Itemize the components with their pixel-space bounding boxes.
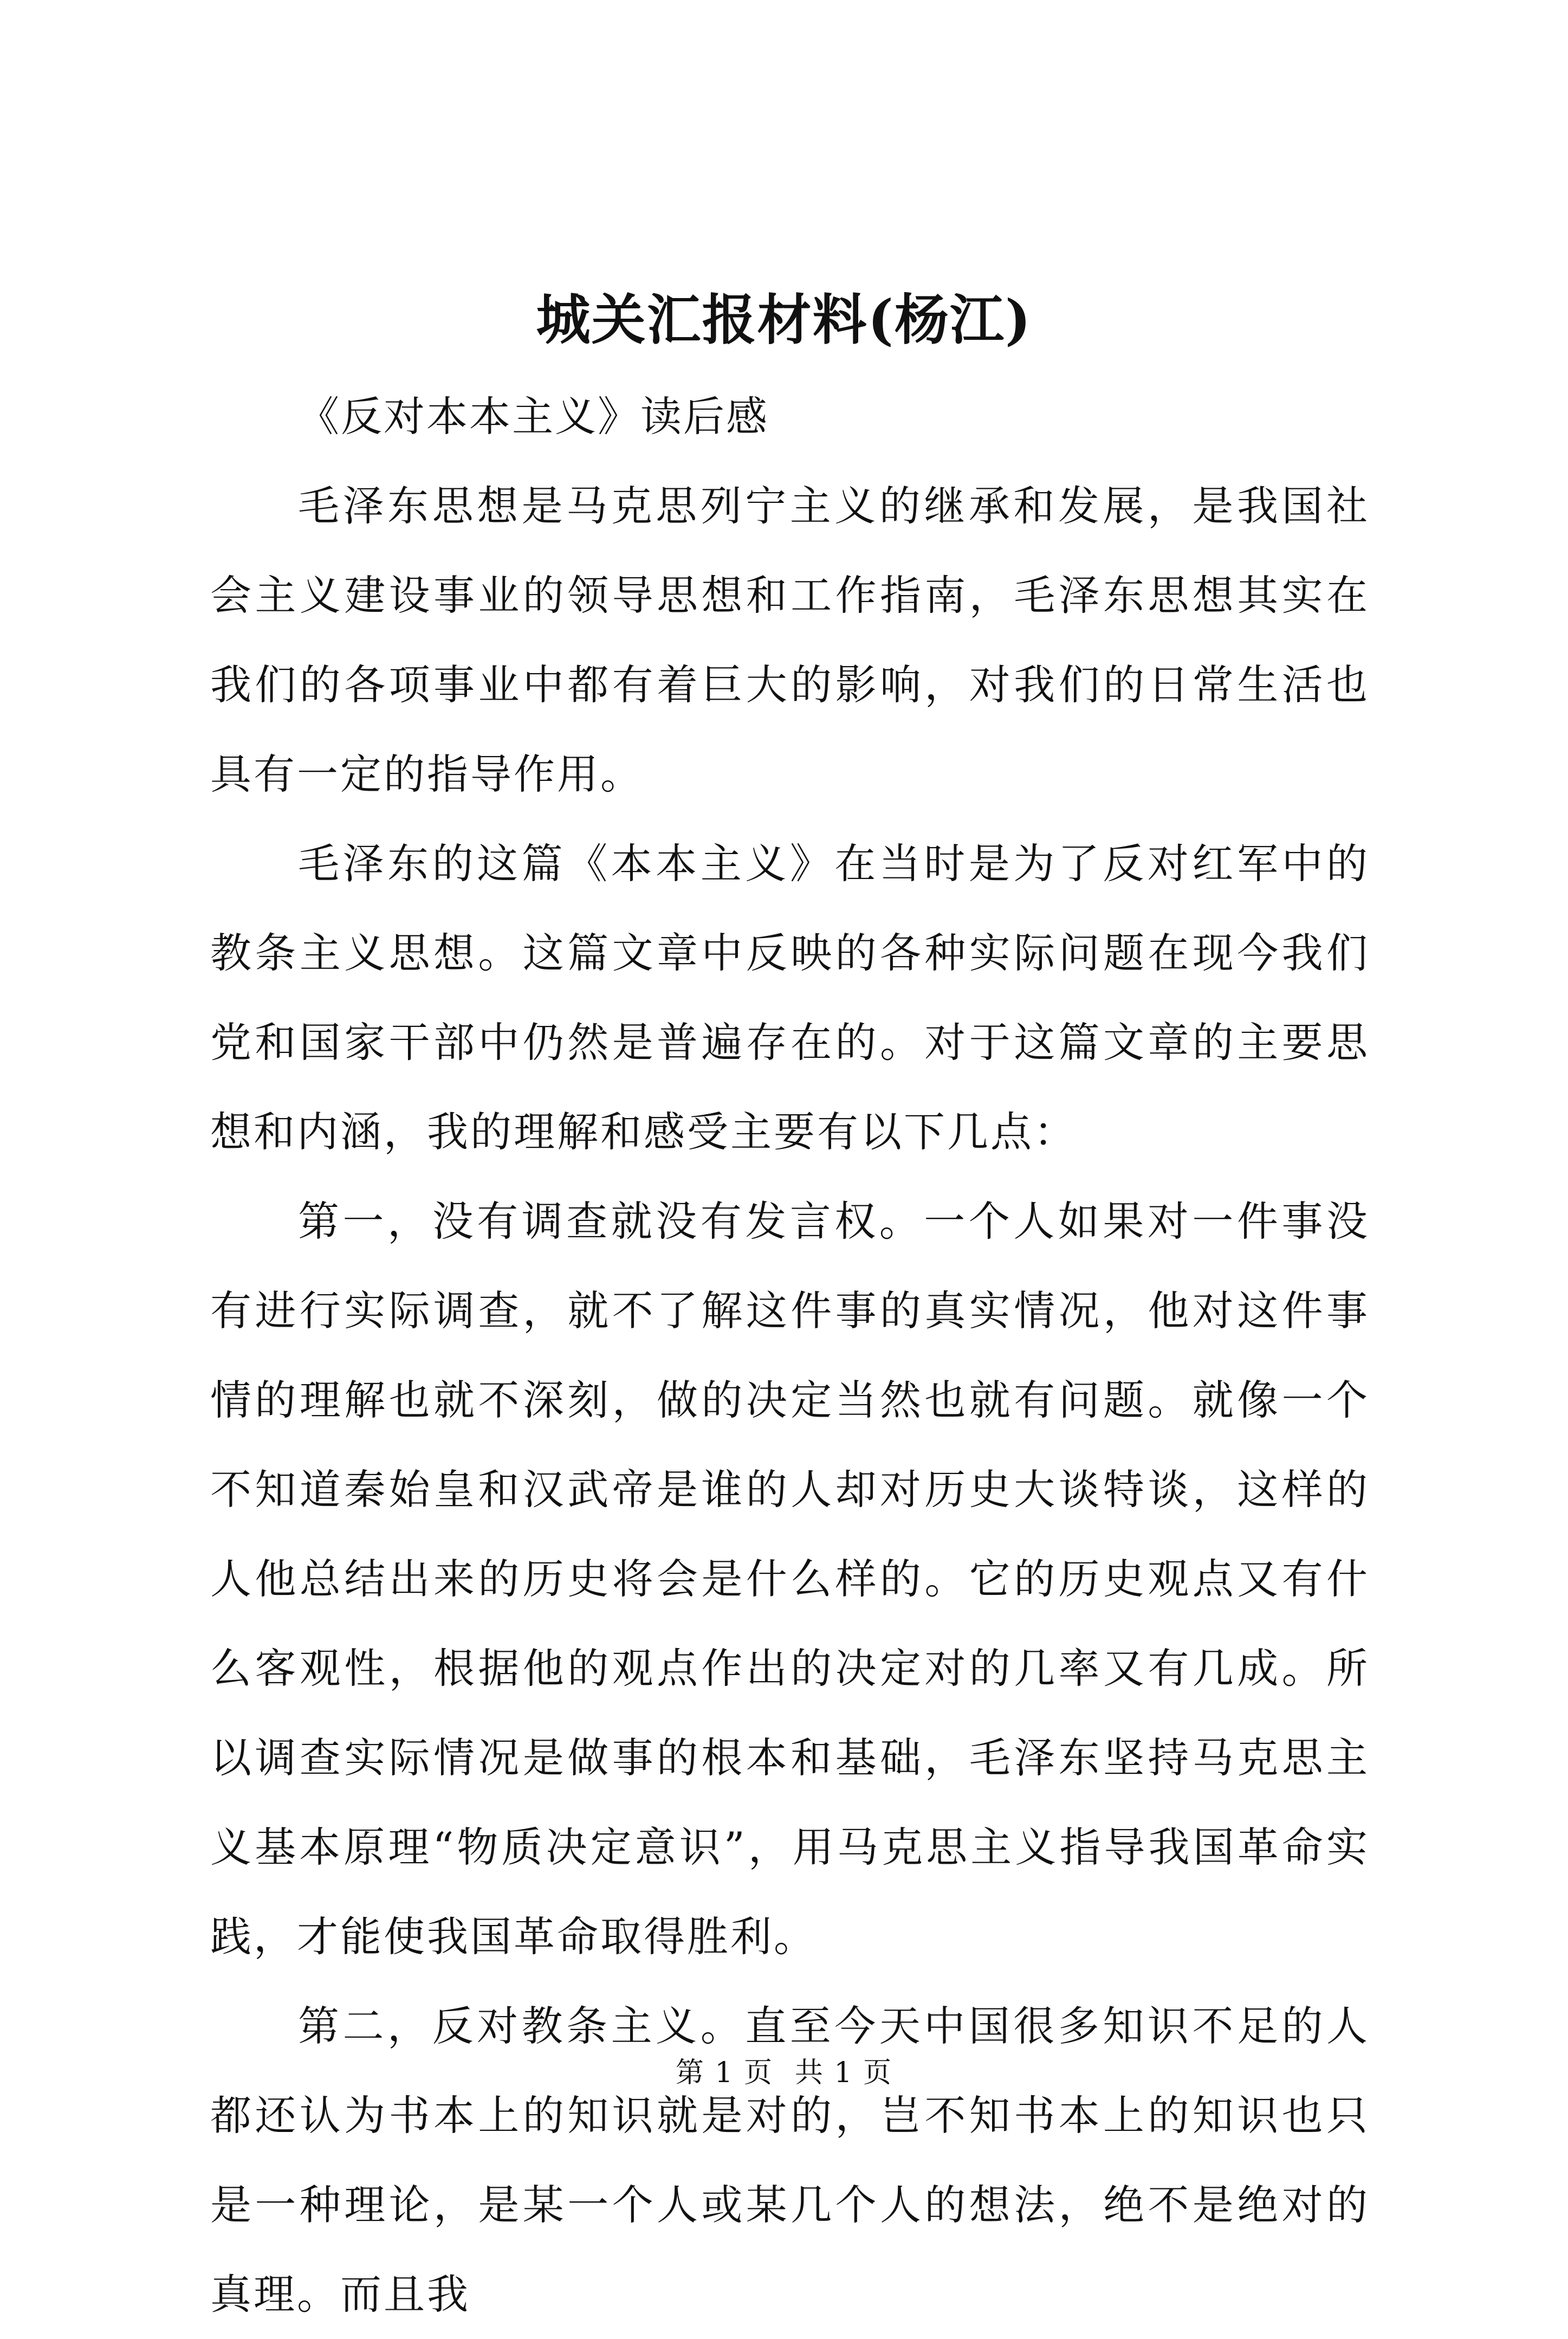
page-footer — [0, 2054, 1568, 2092]
paragraph-1: 毛泽东思想是马克思列宁主义的继承和发展，是我国社会主义建设事业的领导思想和工作指南，毛泽东思想其实在我们的各项事业中都有着巨大的影响，对我们的日常生活也具有一定的指导作用。 — [210, 482, 1370, 798]
page-total: 共 1 页 — [795, 2057, 893, 2089]
paragraph-2: 毛泽东的这篇《本本主义》在当时是为了反对红军中的教条主义思想。这篇文章中反映的各种实际问题在现今我们党和国家干部中仍然是普遍存在的。对于这篇文章的主要思想和内涵，我的理解和感受主要有以下几点： — [210, 839, 1370, 1156]
paragraph-3: 第一，没有调查就没有发言权。一个人如果对一件事没有进行实际调查，就不了解这件事的真实情况，他对这件事情的理解也就不深刻，做的决定当然也就有问题。就像一个不知道秦始皇和汉武帝是谁的人却对历史大谈特谈，这样的人他总结出来的历史将会是什么样的。它的历史观点又有什么客观性，根据他的观点作出的决定对的几率又有几成。所以调查实际情况是做事的根本和基础，毛泽东坚持马克思主义基本原理“物质决定意识”，用马克思主义指导我国革命实践，才能使我国革命取得胜利。 — [210, 1197, 1370, 1961]
document-body — [210, 372, 1370, 2339]
paragraph-4: 第二，反对教条主义。直至今天中国很多知识不足的人都还认为书本上的知识就是对的，岂不知书本上的知识也只是一种理论，是某一个人或某几个人的想法，绝不是绝对的真理。而且我 — [210, 2002, 1370, 2318]
article-subtitle: 《反对本本主义》读后感 — [298, 392, 769, 441]
page-number: 第 1 页 — [675, 2057, 773, 2089]
document-title: 城关汇报材料(杨江) — [536, 288, 1032, 352]
